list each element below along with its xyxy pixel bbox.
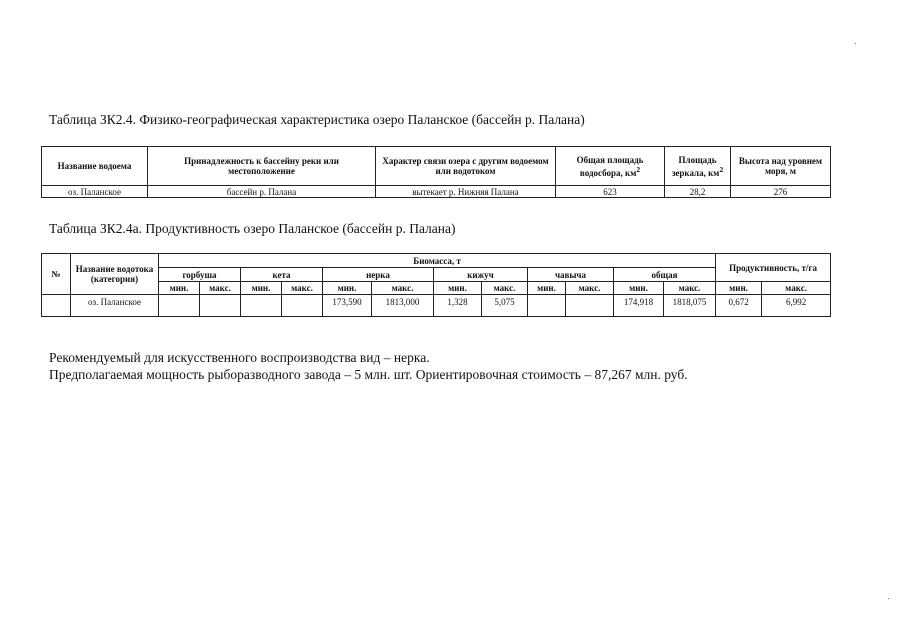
- cell-mirror: 28,2: [665, 186, 731, 198]
- note-recommended-species: Рекомендуемый для искусственного воспроизводства вид – нерка.: [49, 350, 430, 365]
- cell-value: 1818,075: [664, 295, 716, 317]
- header-productivity: Продуктивность, т/га: [716, 254, 831, 282]
- header-max: макс.: [282, 282, 323, 295]
- cell-value: 6,992: [762, 295, 831, 317]
- header-water-body: Название водоема: [42, 147, 148, 186]
- cell-value: [241, 295, 282, 317]
- cell-number: [42, 295, 71, 317]
- cell-name: оз. Паланское: [42, 186, 148, 198]
- cell-name: оз. Паланское: [71, 295, 159, 317]
- header-species-chinook: чавыча: [528, 268, 614, 282]
- cell-value: 5,075: [482, 295, 528, 317]
- header-min: мин.: [716, 282, 762, 295]
- cell-value: [282, 295, 323, 317]
- header-min: мин.: [159, 282, 200, 295]
- header-min: мин.: [241, 282, 282, 295]
- header-max: макс.: [372, 282, 434, 295]
- header-max: макс.: [200, 282, 241, 295]
- header-watercourse: Название водотока (категория): [71, 254, 159, 295]
- scan-speck: [855, 43, 856, 44]
- cell-value: 174,918: [614, 295, 664, 317]
- cell-value: [159, 295, 200, 317]
- scan-speck: [888, 598, 889, 599]
- productivity-table: [41, 253, 831, 317]
- cell-value: 1,328: [434, 295, 482, 317]
- cell-altitude: 276: [731, 186, 831, 198]
- header-max: макс.: [482, 282, 528, 295]
- header-species-pink: горбуша: [159, 268, 241, 282]
- header-min: мин.: [614, 282, 664, 295]
- header-catchment-area: Общая площадь водосбора, $км^2$: [556, 147, 665, 186]
- header-max: макс.: [664, 282, 716, 295]
- header-max: макс.: [566, 282, 614, 295]
- cell-value: 0,672: [716, 295, 762, 317]
- header-species-coho: кижуч: [434, 268, 528, 282]
- header-min: мин.: [528, 282, 566, 295]
- header-connection: Характер связи озера с другим водоемом или водотоком: [376, 147, 556, 186]
- table1-caption: Таблица ЗК2.4. Физико-географическая характеристика озеро Паланское (бассейн р. Палана): [49, 112, 585, 127]
- cell-value: 173,590: [323, 295, 372, 317]
- header-biomass: Биомасса, т: [159, 254, 716, 268]
- cell-value: [528, 295, 566, 317]
- cell-value: [566, 295, 614, 317]
- table2-caption: Таблица ЗК2.4а. Продуктивность озеро Паланское (бассейн р. Палана): [49, 221, 456, 236]
- cell-value: [200, 295, 241, 317]
- header-altitude: Высота над уровнем моря, м: [731, 147, 831, 186]
- cell-catchment: 623: [556, 186, 665, 198]
- cell-value: 1813,000: [372, 295, 434, 317]
- cell-basin: бассейн р. Палана: [148, 186, 376, 198]
- header-basin: Принадлежность к бассейну реки или местоположение: [148, 147, 376, 186]
- header-max: макс.: [762, 282, 831, 295]
- header-min: мин.: [323, 282, 372, 295]
- header-species-total: общая: [614, 268, 716, 282]
- header-species-sockeye: нерка: [323, 268, 434, 282]
- physical-geography-table: [41, 146, 831, 198]
- header-number: №: [42, 254, 71, 295]
- header-mirror-area: Площадь зеркала, $км^2$: [665, 147, 731, 186]
- table-row: [42, 186, 831, 198]
- header-min: мин.: [434, 282, 482, 295]
- table-row: [42, 295, 831, 317]
- cell-connection: вытекает р. Нижняя Палана: [376, 186, 556, 198]
- header-species-chum: кета: [241, 268, 323, 282]
- note-hatchery-capacity: Предполагаемая мощность рыборазводного завода – 5 млн. шт. Ориентировочная стоимость – 87,267 млн. руб.: [49, 367, 688, 382]
